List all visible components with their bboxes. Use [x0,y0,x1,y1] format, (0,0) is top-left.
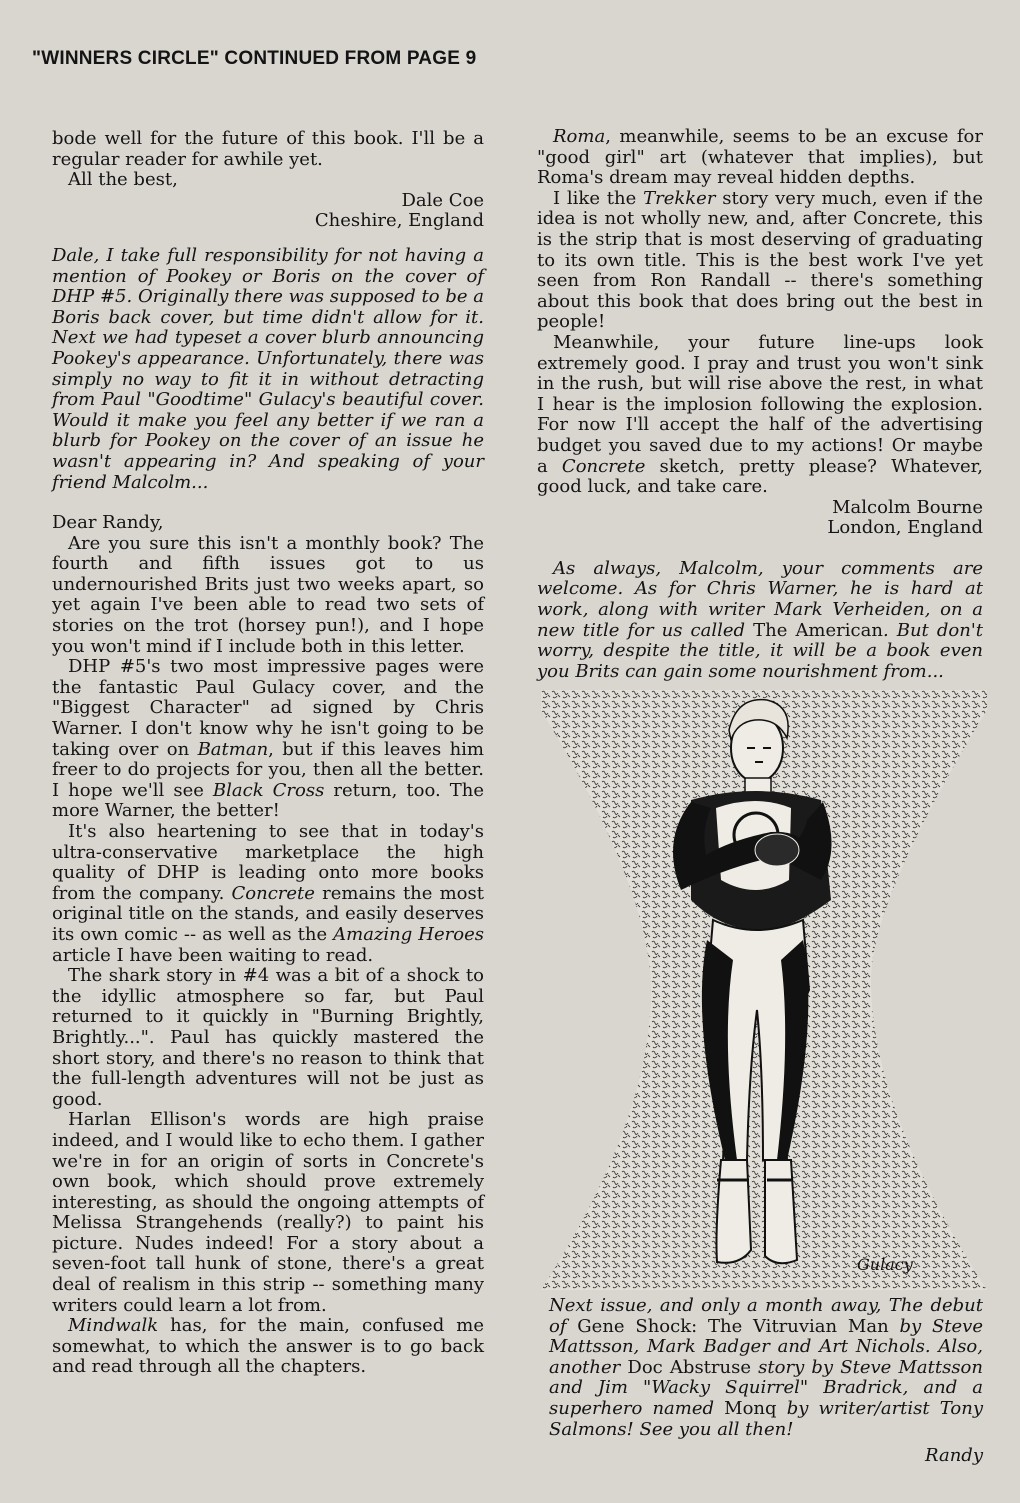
editor-signoff: Randy [925,1445,983,1467]
artist-signature: Gulacy [857,1255,913,1274]
letter1-signature-name: Dale Coe [401,189,484,211]
letter2-signature-place: London, England [827,517,983,539]
letter2-paragraph-8: I like the Trekker story very much, even if the idea is not wholly new, and, after Concrete, this is the strip that is most deserving of graduating to its own title. This is the best work I've yet seen from Ron Randall -- there's something about this book that does bring out the best in people! [537,187,983,333]
letter2-signature-name: Malcolm Bourne [832,496,983,518]
letter1-closing: All the best, [68,169,178,191]
editor-reply-1: Dale, I take full responsibility for not having a mention of Pookey or Boris on the cover of DHP #5. Originally there was supposed to be a Boris back cover, but time didn't allow for it. Next we had typeset a cover blurb announcing Pookey's appearance. Unfortunately, there was simply no way to fit it in without detracting from Paul "Goodtime" Gulacy's beautiful cover. Would it make you feel any better if we ran a blurb for Pookey on the cover of an issue he wasn't appearing in? And speaking of your friend Malcolm... [52,244,484,493]
letter1-signature-place: Cheshire, England [314,210,484,232]
letter2-paragraph-7: Roma, meanwhile, seems to be an excuse for "good girl" art (whatever that implies), but Roma's dream may reveal hidden depths. [537,126,983,189]
editor-reply-2: As always, Malcolm, your comments are welcome. As for Chris Warner, he is hard at work, along with writer Mark Verheiden, on a new title for us called The American. But don't worry, despite the title, it will be a book even you Brits can gain some nourishment from... [537,557,984,682]
right-column [537,127,983,682]
next-issue-caption [549,1296,983,1467]
hero-drawing [541,690,987,1295]
letter2-salutation: Dear Randy, [52,512,164,534]
caption-text: Next issue, and only a month away, The debut of Gene Shock: The Vitruvian Man by Steve Mattsson, Mark Badger and Art Nichols. Also, another Doc Abstruse story by Steve Mattsson and Jim "Wacky Squirrel" Bradrick, and a superhero named Monq by writer/artist Tony Salmons! See you all then! [549,1295,983,1440]
letter1-paragraph: bode well for the future of this book. I'll be a regular reader for awhile yet. [52,128,484,170]
letter2-paragraph-6: Mindwalk has, for the main, confused me somewhat, to which the answer is to go back and read through all the chapters. [52,1315,484,1378]
hero-illustration [541,690,987,1295]
left-column [52,129,484,1378]
letter2-paragraph-4: The shark story in #4 was a bit of a shock to the idyllic atmosphere so far, but Paul returned to it quickly in "Burning Brightly, Brightly...". Paul has quickly mastered the short story, and there's no reason to think that the full-length adventures will not be just as good. [52,965,484,1110]
letter2-paragraph-3: It's also heartening to see that in today's ultra-conservative marketplace the high quality of DHP is leading onto more books from the company. Concrete remains the most original title on the stands, and easily deserves its own comic -- as well as the Amazing Heroes article I have been waiting to read. [52,821,484,966]
letter2-paragraph-2: DHP #5's two most impressive pages were the fantastic Paul Gulacy cover, and the "Biggest Character" ad signed by Chris Warner. I don't know why he isn't going to be taking over on Batman, but if this leaves him freer to do projects for you, then all the better. I hope we'll see Black Cross return, too. The more Warner, the better! [52,656,484,822]
letter2-paragraph-9: Meanwhile, your future line-ups look extremely good. I pray and trust you won't sink in the rush, but will rise above the rest, in what I hear is the implosion following the explosion. For now I'll accept the half of the advertising budget you saved due to my actions! Or maybe a Concrete sketch, pretty please? Whatever, good luck, and take care. [537,331,984,498]
letter2-paragraph-1: Are you sure this isn't a monthly book? The fourth and fifth issues got to us undernourished Brits just two weeks apart, so yet again I've been able to read two sets of stories on the trot (horsey pun!), and I hope you won't mind if I include both in this letter. [52,532,484,657]
continued-header: "WINNERS CIRCLE" CONTINUED FROM PAGE 9 [32,48,477,69]
letter2-paragraph-5: Harlan Ellison's words are high praise indeed, and I would like to echo them. I gather we're in for an origin of sorts in Concrete's own book, which should prove extremely interesting, as should the ongoing attempts of Melissa Strangehends (really?) to paint his picture. Nudes indeed! For a story about a seven-foot tall hunk of stone, there's a great deal of realism in this strip -- something many writers could learn a lot from. [52,1109,484,1316]
